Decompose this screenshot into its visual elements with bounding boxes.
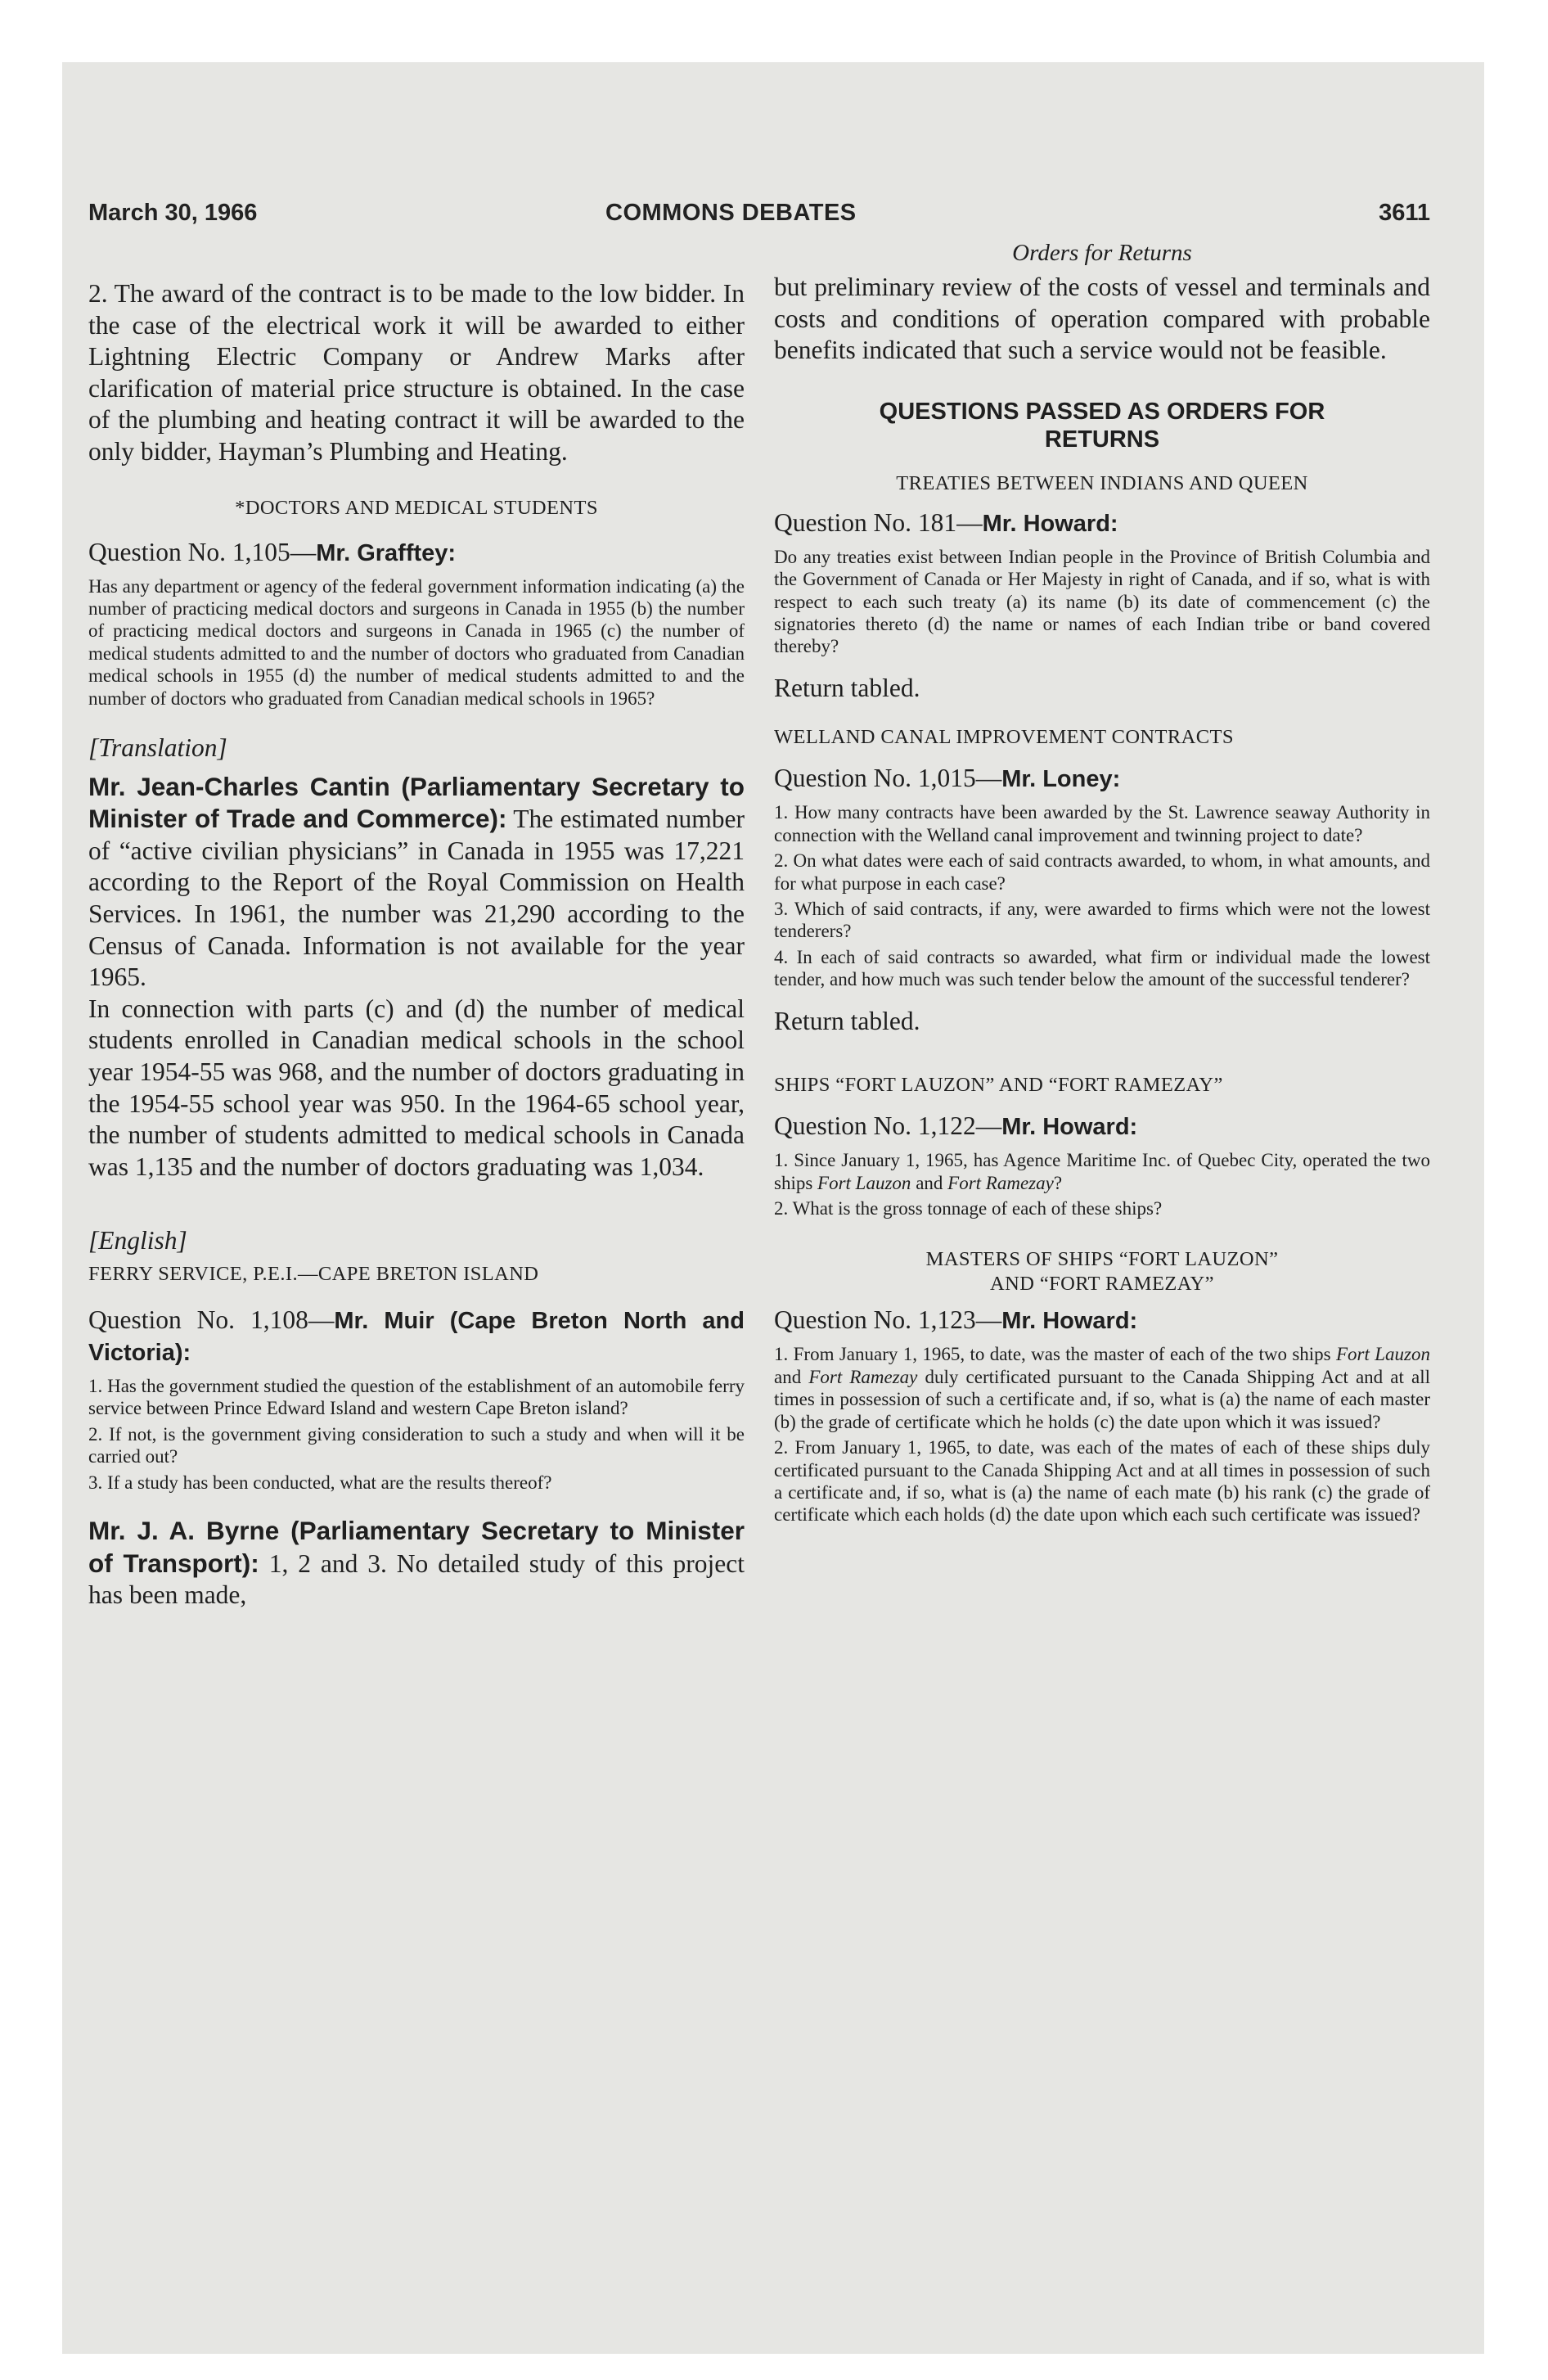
question-label: Question No. 181— — [774, 507, 983, 537]
question-1015-item-2: 2. On what dates were each of said contracts awarded, to whom, in what amounts, and for what purpose in each case? — [774, 850, 1430, 894]
ship-name-fort-ramezay: Fort Ramezay — [947, 1172, 1054, 1193]
section-heading-welland: WELLAND CANAL IMPROVEMENT CONTRACTS — [774, 726, 1234, 749]
orders-for-returns-running-head: Orders for Returns — [1012, 240, 1192, 266]
text-run: and — [774, 1366, 809, 1387]
question-1105-text: Has any department or agency of the federal government information indicating (a) the number of practicing medical doctors and surgeons in Canada in 1955 (b) the number of practicing medical doctors and surgeons in Canada in 1965 (c) the number of medical students admitted to and the number of doctors who graduated from Canadian medical schools in 1955 (d) the number of medical students admitted to and the number of doctors who graduated from Canadian medical schools in 1965? — [88, 575, 745, 709]
question-label: Question No. 1,015— — [774, 764, 1002, 793]
section-heading-masters-line-1: MASTERS OF SHIPS “FORT LAUZON” — [925, 1248, 1279, 1271]
translation-marker: [Translation] — [88, 733, 227, 762]
question-label: Question No. 1,123— — [774, 1305, 1002, 1335]
section-heading-treaties: TREATIES BETWEEN INDIANS AND QUEEN — [896, 471, 1308, 494]
text-run: ? — [1053, 1172, 1063, 1193]
question-1105 — [88, 537, 745, 569]
ferry-answer-continued: but preliminary review of the costs of vessel and terminals and costs and conditions of operation compared with probable benefits indicated that such a service would not be feasible. — [774, 273, 1430, 365]
section-heading-questions-passed: QUESTIONS PASSED AS ORDERS FOR RETURNS — [879, 398, 1325, 453]
section-heading-doctors: *DOCTORS AND MEDICAL STUDENTS — [235, 496, 598, 519]
answer-text: The estimated number of “active civilian physicians” in Canada in 1955 was 17,221 according to the Report of the Royal Commission on Health Services. In 1961, the number was 21,290 according to the Census of Canada. Information is not available for the year 1965. — [88, 805, 745, 992]
ship-name-fort-ramezay: Fort Ramezay — [808, 1366, 918, 1387]
answer-speaker: Mr. J. A. Byrne (Parliamentary Secretary to Minister of Transport): — [88, 1515, 745, 1578]
answer-text: 1, 2 and 3. No detailed study of this project has been made, — [88, 1548, 745, 1610]
question-1015-item-1: 1. How many contracts have been awarded by the St. Lawrence seaway Authority in connection with the Welland canal improvement and twinning project to date? — [774, 802, 1430, 845]
ship-name-fort-lauzon: Fort Lauzon — [817, 1172, 911, 1193]
question-label: Question No. 1,108— — [88, 1305, 335, 1334]
question-member: Mr. Muir (Cape Breton North and Victoria): — [88, 1307, 745, 1366]
section-heading-masters-line-2: AND “FORT RAMEZAY” — [990, 1273, 1214, 1296]
left-column — [88, 278, 745, 1611]
question-181-text: Do any treaties exist between Indian people in the Province of British Columbia and the Government of Canada or Her Majesty in right of Canada, and if so, what is with respect to each such treaty (a) its name (b) its date of commencement (c) the signatories thereto (d) the name or names of each Indian tribe or band covered thereby? — [774, 546, 1430, 657]
question-label: Question No. 1,105— — [88, 537, 317, 566]
question-1108-item-1: 1. Has the government studied the question of the establishment of an automobile ferry service between Prince Edward Island and western Cape Breton island? — [88, 1375, 745, 1419]
question-member: Mr. Howard: — [1001, 1308, 1138, 1335]
header-page-number: 3611 — [1379, 200, 1430, 226]
section-heading-ferry: FERRY SERVICE, P.E.I.—CAPE BRETON ISLAND — [88, 1262, 539, 1285]
right-column — [774, 239, 1430, 1526]
question-1108 — [88, 1305, 745, 1368]
ship-name-fort-lauzon: Fort Lauzon — [1336, 1344, 1431, 1365]
question-member: Mr. Howard: — [1001, 1114, 1138, 1141]
section-heading-ships: SHIPS “FORT LAUZON” AND “FORT RAMEZAY” — [774, 1074, 1223, 1097]
answer-cantin-continued: In connection with parts (c) and (d) the number of medical students enrolled in Canadian medical schools in the school year 1954-55 was 968, and the number of doctors graduating in the 1954-55 school year was 950. In the 1964-65 school year, the number of students admitted to medical schools in Canada was 1,135 and the number of doctors graduating was 1,034. — [88, 994, 745, 1181]
english-marker: [English] — [88, 1226, 187, 1255]
question-1123-item-1 — [774, 1343, 1430, 1433]
text-run: and — [911, 1172, 948, 1193]
answer-speaker: Mr. Jean-Charles Cantin (Parliamentary Secretary to Minister of Trade and Commerce): — [88, 771, 745, 834]
question-label: Question No. 1,122— — [774, 1111, 1002, 1141]
text-run: 1. From January 1, 1965, to date, was the master of each of the two ships — [774, 1344, 1336, 1365]
question-1108-item-2: 2. If not, is the government giving consideration to such a study and when will it be carried out? — [88, 1423, 745, 1467]
text-run: 1. Since January 1, 1965, has Agence Maritime Inc. of Quebec City, operated the two ships — [774, 1150, 1430, 1193]
question-1108-item-3: 3. If a study has been conducted, what are the results thereof? — [88, 1472, 552, 1493]
contract-award-paragraph: 2. The award of the contract is to be made to the low bidder. In the case of the electrical work it will be awarded to either Lightning Electric Company or Andrew Marks after clarification of material price structure is obtained. In the case of the plumbing and heating contract it will be awarded to the only bidder, Hayman’s Plumbing and Heating. — [88, 279, 745, 466]
question-181 — [774, 507, 1430, 539]
question-1122-item-2: 2. What is the gross tonnage of each of these ships? — [774, 1198, 1163, 1219]
question-1122-item-1 — [774, 1149, 1430, 1194]
question-1123 — [774, 1305, 1430, 1336]
return-tabled-1: Return tabled. — [774, 673, 920, 702]
header-journal-title: COMMONS DEBATES — [605, 200, 857, 226]
header-date: March 30, 1966 — [88, 200, 258, 226]
question-1122 — [774, 1111, 1430, 1143]
return-tabled-2: Return tabled. — [774, 1006, 920, 1035]
question-1015 — [774, 763, 1430, 795]
question-member: Mr. Grafftey: — [316, 539, 457, 566]
answer-byrne — [88, 1515, 745, 1611]
question-member: Mr. Loney: — [1001, 766, 1121, 793]
text-run: duly certificated pursuant to the Canada Shipping Act and at all times in possession of such a certificate and, if so, what is (a) the name of each master (b) the grade of certificate which he holds (c) the date upon which it was issued? — [774, 1366, 1430, 1432]
question-1123-item-2: 2. From January 1, 1965, to date, was each of the mates of each of these ships duly certificated pursuant to the Canada Shipping Act and at all times in possession of such a certificate and, if so, what is (a) the name of each mate (b) his rank (c) the grade of certificate which each holds (d) the date upon which each such certificate was issued? — [774, 1437, 1430, 1526]
question-1015-item-4: 4. In each of said contracts so awarded, what firm or individual made the lowest tender, and how much was such tender below the amount of the successful tenderer? — [774, 946, 1430, 990]
question-member: Mr. Howard: — [982, 510, 1118, 537]
answer-cantin — [88, 771, 745, 994]
question-1015-item-3: 3. Which of said contracts, if any, were awarded to firms which were not the lowest tenderers? — [774, 899, 1430, 942]
